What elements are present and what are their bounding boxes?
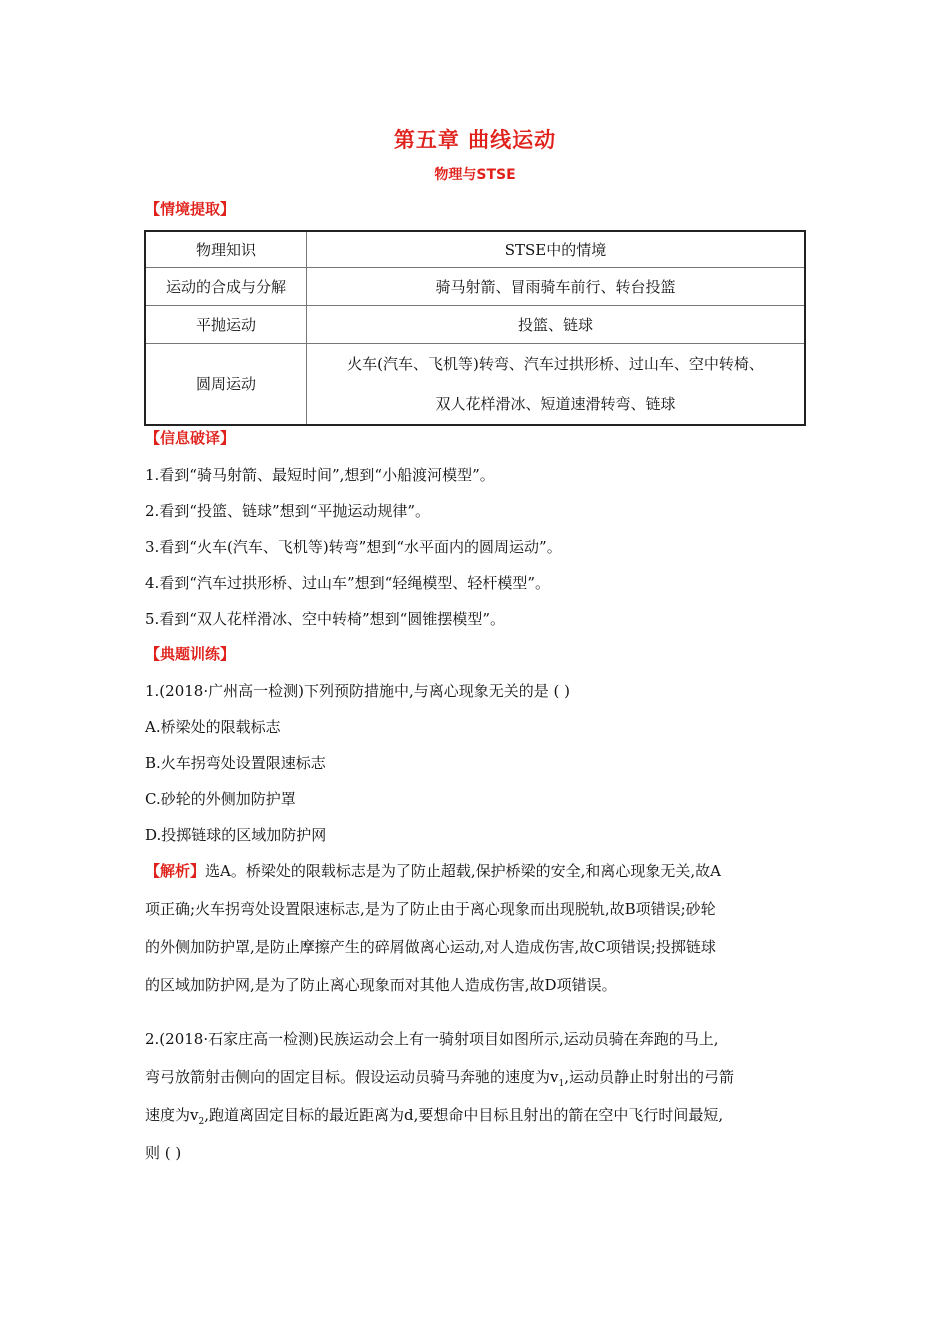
analysis-line: 的区域加防护网,是为了防止离心现象而对其他人造成伤害,故D项错误。 (145, 976, 617, 994)
question-2-line: 则 ( ) (145, 1144, 182, 1162)
question-2-text: 弯弓放箭射击侧向的固定目标。假设运动员骑马奔驰的速度为v (145, 1068, 559, 1086)
table-header-row (145, 231, 805, 267)
question-2-line (145, 1066, 734, 1089)
question-1-stem: 1.(2018·广州高一检测)下列预防措施中,与离心现象无关的是 ( ) (145, 682, 570, 700)
chapter-subtitle: 物理与STSE (434, 167, 516, 183)
chapter-title: 第五章 曲线运动 (393, 128, 557, 152)
option-c: C.砂轮的外侧加防护罩 (145, 790, 296, 808)
section-training: 【典题训练】 (145, 645, 236, 663)
table-cell-topic: 运动的合成与分解 (145, 267, 307, 305)
question-2-text: 速度为v (145, 1106, 199, 1124)
option-d: D.投掷链球的区域加防护网 (145, 826, 327, 844)
option-a: A.桥梁处的限载标志 (145, 718, 281, 736)
knowledge-table (144, 230, 806, 426)
table-header: 物理知识 (145, 231, 307, 267)
analysis-line (145, 860, 721, 881)
table-cell-topic: 圆周运动 (145, 343, 307, 425)
table-cell-topic: 平抛运动 (145, 305, 307, 343)
question-2-text: ,跑道离固定目标的最近距离为d,要想命中目标且射出的箭在空中飞行时间最短, (204, 1106, 724, 1124)
table-row (145, 305, 805, 343)
subscript: 1 (558, 1079, 565, 1089)
table-row (145, 343, 805, 425)
section-situation: 【情境提取】 (145, 200, 236, 218)
context-line: 火车(汽车、飞机等)转弯、汽车过拱形桥、过山车、空中转椅、 (347, 354, 764, 373)
table-header: STSE中的情境 (307, 231, 806, 267)
context-line: 双人花样滑冰、短道速滑转弯、链球 (435, 394, 676, 413)
analysis-label: 【解析】 (145, 862, 206, 880)
table-row (145, 267, 805, 305)
question-2-line (145, 1104, 723, 1127)
info-item: 5.看到“双人花样滑冰、空中转椅”想到“圆锥摆模型”。 (145, 610, 505, 628)
info-item: 3.看到“火车(汽车、飞机等)转弯”想到“水平面内的圆周运动”。 (145, 538, 562, 556)
info-item: 1.看到“骑马射箭、最短时间”,想到“小船渡河模型”。 (145, 466, 495, 484)
question-2-line: 2.(2018·石家庄高一检测)民族运动会上有一骑射项目如图所示,运动员骑在奔跑的马上, (145, 1030, 719, 1048)
info-item: 2.看到“投篮、链球”想到“平抛运动规律”。 (145, 502, 430, 520)
option-b: B.火车拐弯处设置限速标志 (145, 754, 326, 772)
info-item: 4.看到“汽车过拱形桥、过山车”想到“轻绳模型、轻杆模型”。 (145, 574, 550, 592)
section-info: 【信息破译】 (145, 429, 236, 447)
question-2-text: ,运动员静止时射出的弓箭 (564, 1068, 734, 1086)
table-cell-context: 骑马射箭、冒雨骑车前行、转台投篮 (307, 267, 806, 305)
analysis-line: 的外侧加防护罩,是防止摩擦产生的碎屑做离心运动,对人造成伤害,故C项错误;投掷链球 (145, 938, 716, 956)
analysis-text: 选A。桥梁处的限载标志是为了防止超载,保护桥梁的安全,和离心现象无关,故A (205, 862, 721, 880)
table-cell-context: 投篮、链球 (307, 305, 806, 343)
analysis-line: 项正确;火车拐弯处设置限速标志,是为了防止由于离心现象而出现脱轨,故B项错误;砂轮 (145, 900, 716, 918)
table-cell-context (307, 343, 806, 425)
subscript: 2 (198, 1117, 205, 1127)
